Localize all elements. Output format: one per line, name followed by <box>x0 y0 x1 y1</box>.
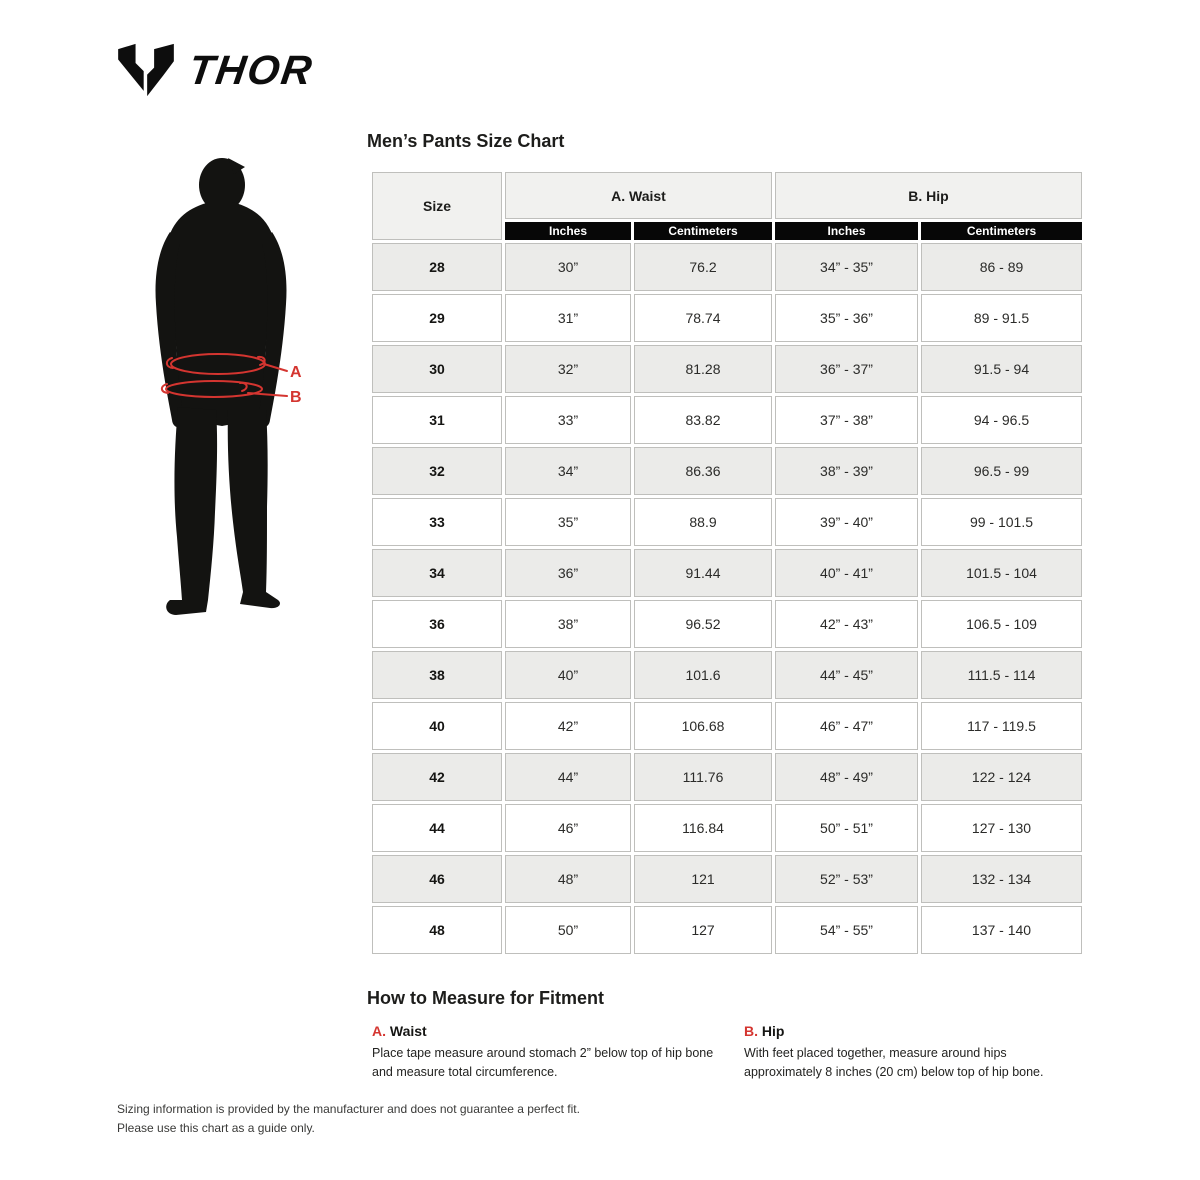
table-row <box>372 498 1082 546</box>
hip-centimeters-value: 86 - 89 <box>921 243 1082 291</box>
hip-centimeters-value: 99 - 101.5 <box>921 498 1082 546</box>
hip-inches-value: 38” - 39” <box>775 447 918 495</box>
waist-centimeters-value: 86.36 <box>634 447 772 495</box>
size-value: 29 <box>372 294 502 342</box>
table-row <box>372 600 1082 648</box>
waist-centimeters-value: 83.82 <box>634 396 772 444</box>
size-value: 48 <box>372 906 502 954</box>
table-group-header-row <box>372 172 1082 219</box>
waist-instructions <box>372 1023 732 1083</box>
disclaimer-line-2: Please use this chart as a guide only. <box>117 1121 315 1136</box>
waist-inches-value: 36” <box>505 549 631 597</box>
column-header-waist-inches: Inches <box>505 222 631 240</box>
hip-instructions <box>744 1023 1104 1083</box>
size-value: 36 <box>372 600 502 648</box>
waist-centimeters-value: 121 <box>634 855 772 903</box>
column-header-hip-centimeters: Centimeters <box>921 222 1082 240</box>
hip-centimeters-value: 96.5 - 99 <box>921 447 1082 495</box>
waist-inches-value: 46” <box>505 804 631 852</box>
waist-inches-value: 33” <box>505 396 631 444</box>
hip-centimeters-value: 101.5 - 104 <box>921 549 1082 597</box>
table-row <box>372 753 1082 801</box>
size-chart-title: Men’s Pants Size Chart <box>367 131 565 151</box>
waist-instructions-heading <box>372 1023 732 1039</box>
waist-centimeters-value: 76.2 <box>634 243 772 291</box>
size-value: 34 <box>372 549 502 597</box>
table-row <box>372 804 1082 852</box>
size-table-body <box>372 243 1082 954</box>
waist-centimeters-value: 88.9 <box>634 498 772 546</box>
waist-inches-value: 48” <box>505 855 631 903</box>
body-measurement-figure <box>148 152 333 657</box>
waist-inches-value: 44” <box>505 753 631 801</box>
hip-centimeters-value: 91.5 - 94 <box>921 345 1082 393</box>
table-row <box>372 396 1082 444</box>
hip-inches-value: 34” - 35” <box>775 243 918 291</box>
hip-centimeters-value: 89 - 91.5 <box>921 294 1082 342</box>
hip-inches-value: 35” - 36” <box>775 294 918 342</box>
size-value: 42 <box>372 753 502 801</box>
column-header-waist-centimeters: Centimeters <box>634 222 772 240</box>
hip-description: With feet placed together, measure around hips approximately 8 inches (20 cm) below top of hip bone. <box>744 1046 1044 1080</box>
hip-instructions-heading <box>744 1023 1104 1039</box>
body-silhouette <box>148 152 333 657</box>
waist-centimeters-value: 106.68 <box>634 702 772 750</box>
waist-centimeters-value: 91.44 <box>634 549 772 597</box>
hip-centimeters-value: 106.5 - 109 <box>921 600 1082 648</box>
waist-inches-value: 35” <box>505 498 631 546</box>
how-to-measure-section <box>372 1023 1104 1083</box>
waist-inches-value: 32” <box>505 345 631 393</box>
thor-brand-text: THOR <box>185 46 317 93</box>
thor-warbird-icon <box>117 42 175 98</box>
hip-inches-value: 40” - 41” <box>775 549 918 597</box>
hip-centimeters-value: 127 - 130 <box>921 804 1082 852</box>
waist-centimeters-value: 111.76 <box>634 753 772 801</box>
figure-label-a: A <box>290 364 302 381</box>
waist-centimeters-value: 78.74 <box>634 294 772 342</box>
table-row <box>372 906 1082 954</box>
waist-centimeters-value: 81.28 <box>634 345 772 393</box>
waist-inches-value: 30” <box>505 243 631 291</box>
column-header-hip-group: B. Hip <box>775 172 1082 219</box>
hip-inches-value: 37” - 38” <box>775 396 918 444</box>
waist-label: Waist <box>389 1023 427 1039</box>
hip-centimeters-value: 137 - 140 <box>921 906 1082 954</box>
hip-centimeters-value: 132 - 134 <box>921 855 1082 903</box>
size-value: 30 <box>372 345 502 393</box>
size-value: 33 <box>372 498 502 546</box>
waist-centimeters-value: 127 <box>634 906 772 954</box>
table-row <box>372 549 1082 597</box>
size-value: 46 <box>372 855 502 903</box>
waist-inches-value: 50” <box>505 906 631 954</box>
column-header-size: Size <box>372 172 502 240</box>
figure-label-b: B <box>290 389 302 406</box>
waist-centimeters-value: 96.52 <box>634 600 772 648</box>
waist-inches-value: 38” <box>505 600 631 648</box>
table-row <box>372 447 1082 495</box>
hip-key: B. <box>744 1023 758 1039</box>
thor-logo <box>117 42 317 98</box>
waist-inches-value: 40” <box>505 651 631 699</box>
hip-inches-value: 48” - 49” <box>775 753 918 801</box>
waist-inches-value: 42” <box>505 702 631 750</box>
table-row <box>372 294 1082 342</box>
waist-key: A. <box>372 1023 386 1039</box>
table-row <box>372 651 1082 699</box>
hip-inches-value: 46” - 47” <box>775 702 918 750</box>
hip-inches-value: 44” - 45” <box>775 651 918 699</box>
waist-inches-value: 31” <box>505 294 631 342</box>
hip-inches-value: 36” - 37” <box>775 345 918 393</box>
hip-inches-value: 52” - 53” <box>775 855 918 903</box>
column-header-waist-group: A. Waist <box>505 172 772 219</box>
waist-inches-value: 34” <box>505 447 631 495</box>
waist-centimeters-value: 116.84 <box>634 804 772 852</box>
table-row <box>372 345 1082 393</box>
table-row <box>372 855 1082 903</box>
column-header-hip-inches: Inches <box>775 222 918 240</box>
size-chart-table <box>369 169 1085 957</box>
size-value: 32 <box>372 447 502 495</box>
sizing-disclaimer <box>117 1100 580 1138</box>
size-value: 38 <box>372 651 502 699</box>
how-to-measure-title: How to Measure for Fitment <box>367 988 605 1008</box>
size-value: 40 <box>372 702 502 750</box>
hip-inches-value: 54” - 55” <box>775 906 918 954</box>
table-row <box>372 243 1082 291</box>
size-value: 28 <box>372 243 502 291</box>
hip-centimeters-value: 117 - 119.5 <box>921 702 1082 750</box>
hip-centimeters-value: 111.5 - 114 <box>921 651 1082 699</box>
size-value: 44 <box>372 804 502 852</box>
hip-label: Hip <box>761 1023 785 1039</box>
hip-centimeters-value: 94 - 96.5 <box>921 396 1082 444</box>
hip-centimeters-value: 122 - 124 <box>921 753 1082 801</box>
hip-inches-value: 50” - 51” <box>775 804 918 852</box>
hip-inches-value: 39” - 40” <box>775 498 918 546</box>
waist-centimeters-value: 101.6 <box>634 651 772 699</box>
table-row <box>372 702 1082 750</box>
size-value: 31 <box>372 396 502 444</box>
waist-description: Place tape measure around stomach 2” below top of hip bone and measure total circumference. <box>372 1046 714 1080</box>
disclaimer-line-1: Sizing information is provided by the manufacturer and does not guarantee a perfect fit. <box>117 1102 580 1116</box>
hip-inches-value: 42” - 43” <box>775 600 918 648</box>
